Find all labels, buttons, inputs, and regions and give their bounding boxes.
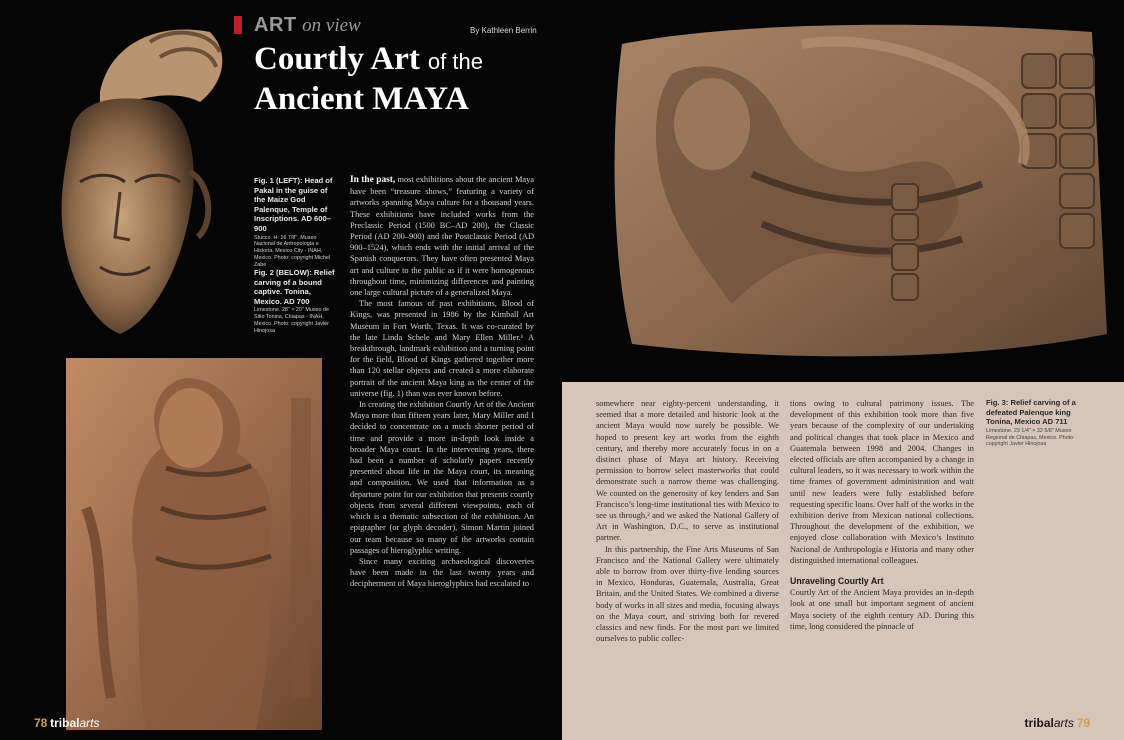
right-folio (1025, 716, 1091, 730)
fig2-caption-heading: Fig. 2 (BELOW): Relief carving of a bound captive. Tonina, Mexico. AD 700 (254, 268, 335, 306)
fig2-captive-relief-image (66, 358, 322, 730)
fig1-caption-heading: Fig. 1 (LEFT): Head of Pakal in the guise of the Maize God Palenque, Temple of Inscriptions. AD 600–900 (254, 176, 333, 233)
body-paragraph: tions owing to cultural patrimony issues. The development of this exhibition took more than five years because of the complexity of our undertaking and political changes that took place in Mexico and Guatemala between 1998 and 2004. Changes in elected officials are often accompanied by a change in cultural leaders, so it was necessary to work within the time frames of government administration and wait until new leaders were fully established before requesting specific loans. Over half of the works in the exhibition derive from Mexican national collections. Throughout the development of the exhibition, we enjoyed close collaboration with Mexico’s Instituto Nacional de Anthropología e Historia and many other distinguished international colleagues. (790, 399, 974, 565)
fig3-caption (986, 398, 1076, 448)
title-line2: Ancient MAYA (254, 81, 469, 117)
section-tag (254, 14, 361, 37)
page-number: 79 (1076, 716, 1090, 730)
title-line1-small: of the (427, 49, 483, 74)
folio-brand-bold: tribal (50, 716, 80, 730)
section-tag-bold: ART (254, 14, 297, 36)
body-paragraph: In this partnership, the Fine Arts Museums of San Francisco and the National Gallery were ultimately able to borrow from over thirty-five lending sources in Mexico, Honduras, Guatemala, Australia, Great Britain, and the United States. We combined a diverse body of works in all sizes and media, focusing always on the Maya court, and striving both for revered classics and new finds. For the most part we limited ourselves to public collec- (596, 544, 779, 644)
body-paragraph: Since many exciting archaeological discoveries have been made in the last twenty years and decipherment of Maya hieroglyphics had escalated to (350, 556, 534, 589)
body-paragraph: In the past, most exhibitions about the ancient Maya have been “treasure shows,” featuring a variety of artworks spanning Maya culture for a thousand years. These exhibitions have included works from the Preclassic Period (1500 BC–AD 200), the Classic Period (AD 200–900) and the Postclassic Period (AD 900–1524), which ends with the initial arrival of the Spanish conquerors. They have often presented Maya art and culture to the public as if it were homogenous throughout time, minimizing differences and painting one large cultural picture of a generalized Maya. (350, 175, 535, 298)
fig1-stucco-head-image (40, 22, 240, 342)
fig3-caption-details: Limestone. 23 1/4" × 32 5/8" Museo Regional de Chiapas, Mexico. Photo: copyright Javier Hinojosa (986, 427, 1075, 448)
left-folio (34, 716, 100, 730)
fig2-caption (254, 268, 338, 335)
right-page (562, 0, 1124, 740)
body-paragraph: somewhere near eighty-percent understanding, it seemed that a more detailed and historic look at the ancient Maya would now surely be possible. We hoped to present key art works from the eighth century, and thereby more accurately focus in on a distinct phase of Maya art history. Receiving permission to borrow select masterworks that could demonstrate such a narrow theme was challenging. We counted on the generosity of key lenders and San Francisco’s long-time institutional ties with Mexico to see us through,² and we asked the National Gallery of Art in Washington, D.C., to serve as institutional partner. (596, 399, 779, 543)
left-body-column (350, 174, 534, 590)
lead-in: In the past, (350, 175, 396, 185)
folio-brand-bold: tribal (1024, 716, 1054, 730)
section-tag-italic: on view (302, 15, 361, 36)
folio-brand-italic: arts (79, 716, 100, 730)
subheading: Unraveling Courtly Art (790, 576, 884, 587)
right-body-column-1 (596, 398, 779, 644)
body-paragraph: The most famous of past exhibitions, Blood of Kings, was presented in 1986 by the Kimball Art Museum in Fort Worth, Texas. It was co-curated by the late Linda Schele and Mary Ellen Miller.¹ A breakthrough, landmark exhibition and a turning point for the field, Blood of Kings gathered together more than 120 stellar objects and created a more elaborate portrait of the ancient Maya king as the center of the universe (fig. 1) than was ever known before. (350, 299, 534, 398)
body-paragraph: Courtly Art of the Ancient Maya provides an in-depth look at one small but important segment of ancient Maya society of the eighth century AD. During this time, long considered the pinnacle of (790, 588, 974, 631)
article-title (254, 40, 483, 117)
fig3-caption-heading: Fig. 3: Relief carving of a defeated Palenque king Tonina, Mexico AD 711 (986, 398, 1076, 427)
folio-brand-italic: arts (1053, 716, 1074, 730)
page-number: 78 (34, 716, 48, 730)
body-paragraph: In creating the exhibition Courtly Art of the Ancient Maya more than fifteen years later, Mary Miller and I decided to concentrate on a much shorter period of time and provide a more in-depth look inside a broader Maya court. In the intervening years, there had been a number of scholarly papers recently presented about life in the Maya court, its meaning and composition. We used that information as a departure point for our exhibition that presents courtly objects from several different viewpoints, each of which is a thematic subsection of the exhibition. An epigrapher (or glyph decoder), Simon Martin joined our team because so many of the artworks contain passages of hieroglyphic writing. (350, 400, 534, 555)
fig3-defeated-king-relief-image (602, 14, 1116, 366)
byline: By Kathleen Berrin (470, 26, 537, 35)
right-body-column-2 (790, 398, 974, 632)
fig1-caption (254, 176, 338, 269)
fig1-caption-details: Stucco. H: 16 7/8". Museo Nacional de Antropología e Historia, Mexico City - INAH, Mexico. Photo: copyright Michel Zabé (254, 234, 331, 268)
title-line1-big: Courtly Art (254, 41, 420, 77)
section-accent-bar (234, 16, 242, 34)
fig2-caption-details: Limestone. 28" × 20" Museo de Sitio Tonina, Chiapas - INAH, Mexico. Photo: copyright Javier Hinojosa (254, 307, 330, 334)
